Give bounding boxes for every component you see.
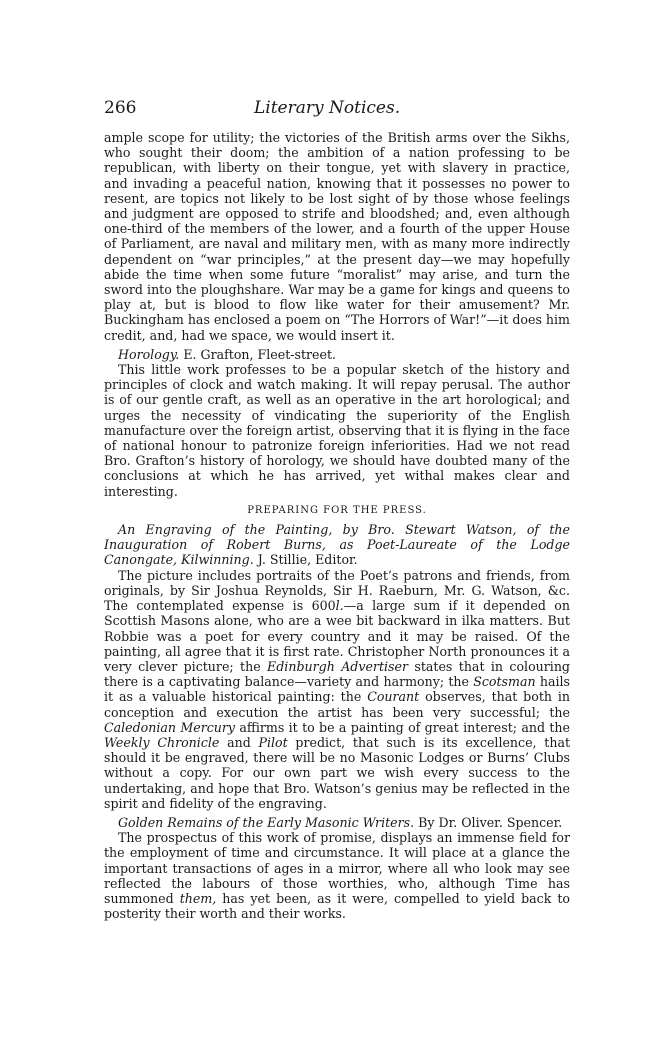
golden-title-line (104, 815, 570, 830)
engraving-title: An Engraving of the Painting, by Bro. Stewart Watson, of the Inauguration of Robert Burns, as Poet-Laureate of the Lodge Canongate, Kilwinning. (104, 522, 570, 568)
golden-publisher: Spencer. (506, 814, 563, 830)
newspaper-weekly-chronicle: Weekly Chronicle (104, 734, 220, 750)
horology-title-line (104, 347, 570, 362)
newspaper-scotsman: Scotsman (473, 674, 536, 690)
golden-title: Golden Remains of the Early Masonic Writers. (118, 814, 415, 830)
engraving-review: The picture includes portraits of the Poet’s patrons and friends, from originals, by Sir Joshua Reynolds, Sir H. Raeburn, Mr. G. Watson, &c. The contemplated expense is 600l.—a large sum if it depended on Scottish Masons alone, who are a wee bit backward in ilka matters. But Robbie was a poet for every country and it may be raised. Of the painting, all agree that it is first rate. Christopher North pronounces it a very clever picture; the Edinburgh Advertiser states that in colouring there is a captivating balance—variety and harmony; the Scotsman hails it as a valuable historical painting: the Courant observes, that both in conception and execution the artist has been very successful; the Caledonian Mercury affirms it to be a painting of great interest; and the Weekly Chronicle and Pilot predict, that such is its excellence, that should it be engraved, there will be no Masonic Lodges or Burns’ Clubs without a copy. For our own part we wish every success to the undertaking, and hope that Bro. Watson’s genius may be reflected in the spirit and fidelity of the engraving. (104, 567, 571, 811)
horology-publisher: E. Grafton, Fleet-street. (183, 346, 337, 362)
body-text (104, 130, 570, 921)
running-title: Literary Notices. (254, 98, 401, 118)
newspaper-courant: Courant (367, 689, 420, 705)
page-header (104, 98, 570, 130)
horology-review: This little work professes to be a popular sketch of the history and principles of clock and watch making. It will repay perusal. The author is of our gentle craft, as well as an operative in the art horological; and urges the necessity of vindicating the superiority of the English manufacture over the foreign artist, observing that it is flying in the face of national honour to patronize foreign inferiorities. Had we not read Bro. Grafton’s history of horology, we should have doubted many of the conclusions at which he has arrived, yet withal makes clear and interesting. (104, 362, 570, 499)
golden-review: The prospectus of this work of promise, displays an immense field for the employment of time and circumstance. It will place at a glance the important transactions of ages in a mirror, where all who look may see reflected the labours of those worthies, who, although Time has summoned them, has yet been, as it were, compelled to yield back to posterity their worth and their works. (104, 830, 571, 922)
page-number: 266 (104, 98, 137, 118)
page (104, 98, 570, 921)
engraving-editor: J. Stillie, Editor. (257, 552, 358, 568)
paragraph-war: ample scope for utility; the victories of the British arms over the Sikhs, who sought their doom; the ambition of a nation professing to be republican, with liberty on their tongue, yet with slavery in practice, and invading a peaceful nation, knowing that it possesses no power to resent, are topics not likely to be lost sight of by those whose feelings and judgment are opposed to strife and bloodshed; and, even although one-third of the members of the lower, and a fourth of the upper House of Parliament, are naval and military men, with as many more indirectly dependent on “war principles,” at the present day—we may hopefully abide the time when some future “moralist” may arise, and turn the sword into the ploughshare. War may be a game for kings and queens to play at, but is blood to flow like water for their amusement? Mr. Buckingham has enclosed a poem on “The Horrors of War!”—it does him credit, and, had we space, we would insert it. (104, 130, 570, 343)
newspaper-pilot: Pilot (258, 734, 288, 750)
section-heading: PREPARING FOR THE PRESS. (247, 504, 427, 516)
golden-author: By Dr. Oliver. (418, 814, 503, 830)
newspaper-caledonian-mercury: Caledonian Mercury (104, 719, 236, 735)
newspaper-edinburgh-advertiser: Edinburgh Advertiser (267, 658, 408, 674)
engraving-title-line (104, 522, 570, 568)
horology-title: Horology. (118, 346, 180, 362)
